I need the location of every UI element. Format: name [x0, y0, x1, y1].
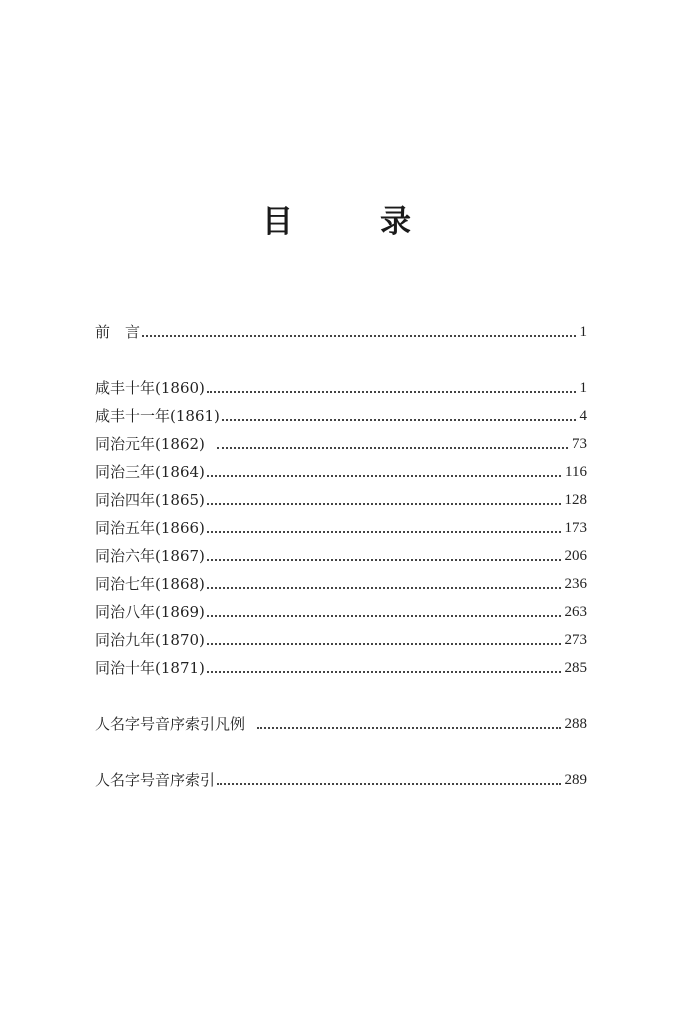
- toc-entry-1860: [95, 374, 587, 398]
- toc-entry-1866: [95, 514, 587, 538]
- toc-entry-label: 同治三年(1864): [95, 463, 205, 481]
- toc-entry-page: 206: [564, 548, 587, 564]
- toc-entry-1870: [95, 626, 587, 650]
- toc-entry-1861: [95, 402, 587, 426]
- toc-entry-label: 咸丰十一年(1861): [95, 407, 220, 425]
- toc-entry-page: 1: [579, 380, 587, 396]
- toc-entry-1867: [95, 542, 587, 566]
- toc-entry-label: 同治七年(1868): [95, 575, 205, 593]
- toc-entry-page: 285: [564, 660, 587, 676]
- toc-entry-preface: [95, 318, 587, 342]
- toc-entry-label: 咸丰十年(1860): [95, 379, 205, 397]
- toc-entry-page: 273: [564, 632, 587, 648]
- toc-entry-1864: [95, 458, 587, 482]
- toc-dot-leader: [207, 558, 561, 561]
- toc-entry-page: 4: [579, 408, 587, 424]
- toc-dot-leader: [222, 418, 576, 421]
- toc-entry-index: [95, 766, 587, 790]
- toc-entry-label: 人名字号音序索引: [95, 771, 216, 789]
- toc-entry-label: 前 言: [95, 323, 141, 341]
- toc-entry-page: 236: [564, 576, 587, 592]
- page-title: 目 录: [262, 204, 439, 240]
- toc-entry-page: 128: [564, 492, 587, 508]
- toc-entry-1869: [95, 598, 587, 622]
- toc-entry-page: 289: [564, 772, 587, 788]
- toc-entry-page: 1: [579, 324, 587, 340]
- toc-entry-1865: [95, 486, 587, 510]
- toc-entry-label: 同治四年(1865): [95, 491, 205, 509]
- toc-entry-page: 73: [572, 436, 587, 452]
- toc-dot-leader: [142, 334, 575, 337]
- toc-entry-1868: [95, 570, 587, 594]
- toc-dot-leader: [207, 670, 561, 673]
- toc-dot-leader: [217, 446, 568, 449]
- toc-dot-leader: [207, 390, 576, 393]
- toc-entry-1862: [95, 430, 587, 454]
- toc-dot-leader: [257, 726, 560, 729]
- toc-entry-page: 288: [564, 716, 587, 732]
- toc-dot-leader: [207, 530, 561, 533]
- toc-dot-leader: [207, 614, 561, 617]
- toc-entry-page: 263: [564, 604, 587, 620]
- toc-entry-label: 同治五年(1866): [95, 519, 205, 537]
- toc-dot-leader: [207, 502, 561, 505]
- toc-entry-label: 人名字号音序索引凡例: [95, 715, 246, 733]
- toc-entry-label: 同治六年(1867): [95, 547, 205, 565]
- toc-entry-label: 同治十年(1871): [95, 659, 205, 677]
- toc-entry-1871: [95, 654, 587, 678]
- toc-dot-leader: [207, 586, 561, 589]
- toc-entry-label: 同治八年(1869): [95, 603, 205, 621]
- toc-entry-page: 173: [564, 520, 587, 536]
- toc-entry-page: 116: [565, 464, 587, 480]
- toc-dot-leader: [217, 782, 560, 785]
- toc-entry-label: 同治九年(1870): [95, 631, 205, 649]
- toc-dot-leader: [207, 642, 561, 645]
- toc-dot-leader: [207, 474, 561, 477]
- toc-entry-index-notes: [95, 710, 587, 734]
- toc-entry-label: 同治元年(1862): [95, 435, 205, 453]
